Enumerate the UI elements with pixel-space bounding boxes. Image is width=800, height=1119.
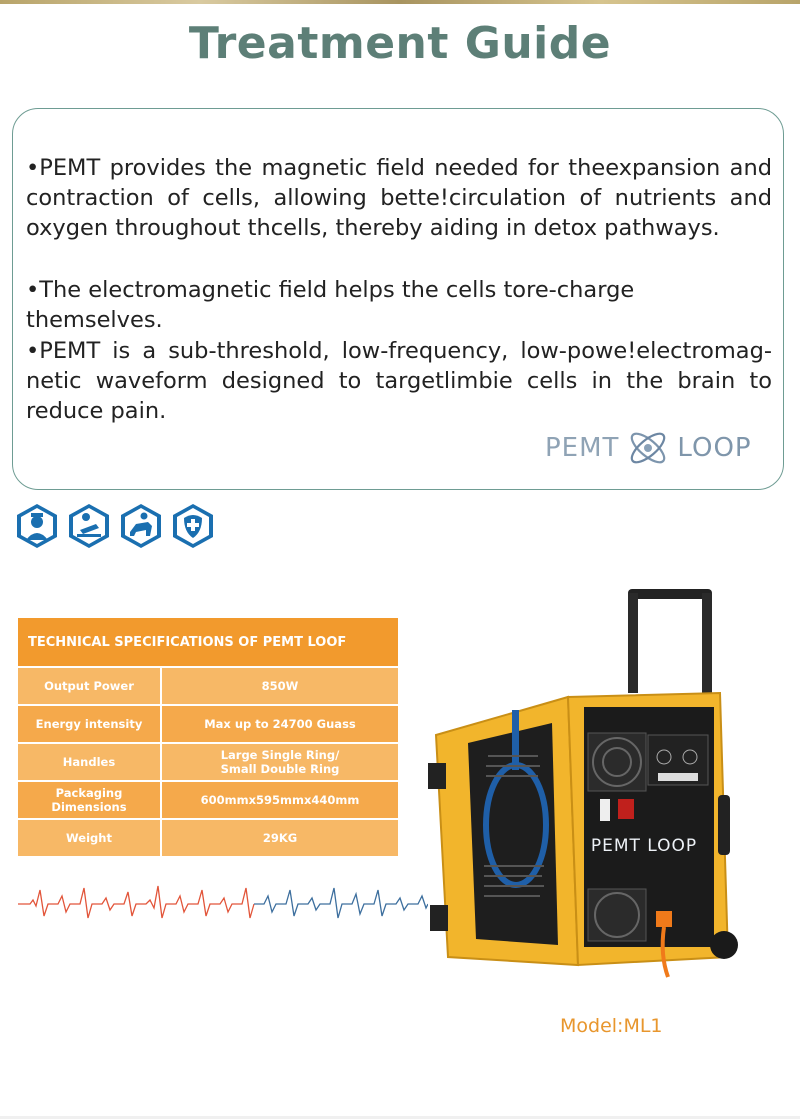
medical-shield-icon: [170, 502, 216, 550]
model-label: Model:ML1: [560, 1015, 663, 1037]
spec-row-energy-intensity: [18, 706, 398, 742]
spec-value: 29KG: [162, 820, 398, 856]
guide-point-1: •PEMT provides the magnetic field needed for theexpansion and contraction of cells, allowing bette!circulation of nutrients and oxygen throughout thcells, thereby aiding in detox pathways.: [26, 155, 772, 241]
spec-label: Output Power: [18, 668, 160, 704]
spec-label: Weight: [18, 820, 160, 856]
spec-value: Large Single Ring/ Small Double Ring: [162, 744, 398, 780]
top-decor-strip: [0, 0, 800, 4]
heartbeat-wave-graphic: [18, 882, 428, 922]
guide-point-2: •The electromagnetic field helps the cells tore-charge themselves.: [26, 277, 635, 333]
application-icons: [14, 502, 216, 550]
product-suitcase-image: [428, 585, 768, 985]
spec-table: [18, 618, 398, 858]
brand-logo-left: PEMT: [545, 433, 620, 463]
spec-table-title: TECHNICAL SPECIFICATIONS OF PEMT LOOF: [18, 618, 398, 666]
veterinary-icon: [118, 502, 164, 550]
spec-value: Max up to 24700 Guass: [162, 706, 398, 742]
panel-brand-text: PEMT LOOP: [590, 836, 698, 856]
spec-label: Energy intensity: [18, 706, 160, 742]
spec-label: Handles: [18, 744, 160, 780]
page-title: Treatment Guide: [188, 18, 612, 69]
guide-point-3: •PEMT is a sub-threshold, low-frequency, low-powe!electromag-netic waveform designed to targetlimbie cells in the brain to reduce pain.: [26, 338, 772, 424]
massage-icon: [66, 502, 112, 550]
atom-loop-icon: [625, 428, 671, 468]
spec-row-output-power: [18, 668, 398, 704]
brand-logo: [545, 428, 752, 468]
spec-label: Packaging Dimensions: [18, 782, 160, 818]
spec-value: 600mmx595mmx440mm: [162, 782, 398, 818]
brand-logo-right: LOOP: [677, 433, 752, 463]
spec-value: 850W: [162, 668, 398, 704]
spec-row-weight: [18, 820, 398, 856]
spec-row-packaging: [18, 782, 398, 818]
nurse-icon: [14, 502, 60, 550]
spec-row-handles: [18, 744, 398, 780]
